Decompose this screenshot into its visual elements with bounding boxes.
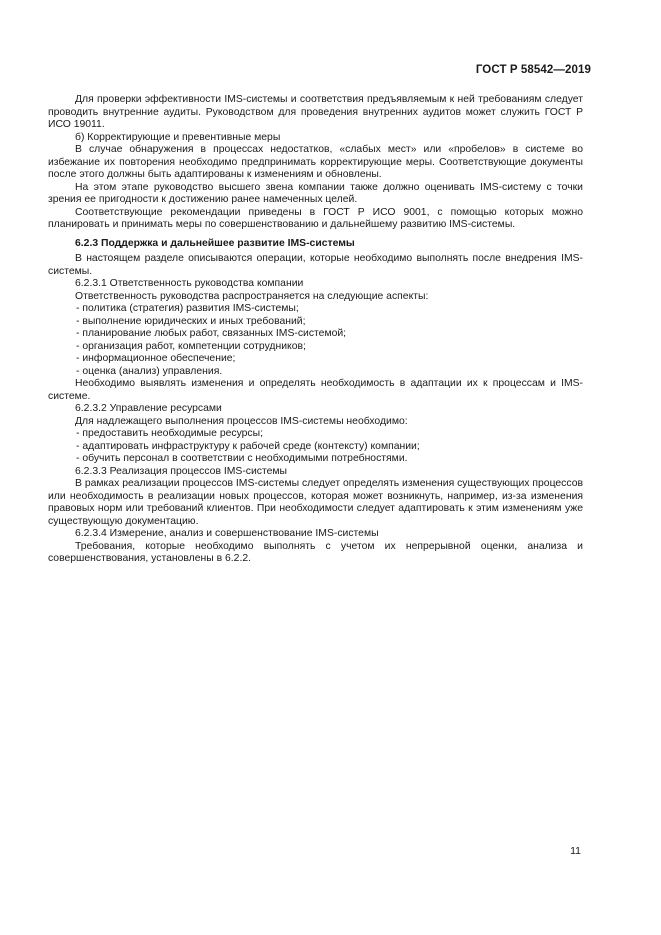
paragraph: Соответствующие рекомендации приведены в ГОСТ Р ИСО 9001, с помощью которых можно планировать и принимать меры по совершенствованию и дальнейшему развитию IMS-системы.	[48, 206, 583, 230]
list-item: - оценка (анализ) управления.	[76, 365, 223, 377]
subsection-heading: 6.2.3.4 Измерение, анализ и совершенствование IMS-системы	[75, 528, 379, 539]
paragraph: Для надлежащего выполнения процессов IMS-системы необходимо:	[75, 415, 408, 427]
subsection-heading: 6.2.3.3 Реализация процессов IMS-системы	[75, 465, 288, 477]
list-item: - выполнение юридических и иных требований;	[76, 315, 306, 327]
list-item: - адаптировать инфраструктуру к рабочей среде (контексту) компании;	[76, 440, 420, 452]
paragraph: Необходимо выявлять изменения и определять необходимость в адаптации их к процессам и IMS-системе.	[48, 378, 583, 402]
list-item: - информационное обеспечение;	[76, 353, 236, 364]
paragraph: Требования, которые необходимо выполнять с учетом их непрерывной оценки, анализа и совершенствования, установлены в 6.2.2.	[48, 540, 583, 564]
paragraph: Для проверки эффективности IMS-системы и соответствия предъявляемым к ней требованиям следует проводить внутренние аудиты. Руководством для проведения внутренних аудитов может служить ГОСТ Р ИСО 19011.	[48, 94, 583, 130]
list-item: - предоставить необходимые ресурсы;	[76, 428, 263, 439]
list-item: - планирование любых работ, связанных IMS-системой;	[76, 328, 347, 339]
paragraph: В настоящем разделе описываются операции, которые необходимо выполнять после внедрения IMS-системы.	[48, 253, 583, 277]
list-item: - политика (стратегия) развития IMS-системы;	[76, 303, 299, 314]
list-heading: б) Корректирующие и превентивные меры	[75, 131, 281, 143]
section-heading: 6.2.3 Поддержка и дальнейшее развитие IMS-системы	[75, 237, 355, 249]
document-code: ГОСТ Р 58542—2019	[475, 64, 591, 76]
paragraph: В случае обнаружения в процессах недостатков, «слабых мест» или «пробелов» в системе во избежание их повторения необходимо предпринимать корректирующие меры. Соответствующие документы после этого должны быть адаптированы к изменениям и обновлены.	[48, 144, 583, 180]
page-number: 11	[570, 845, 581, 857]
document-body	[48, 94, 583, 566]
subsection-heading: 6.2.3.1 Ответственность руководства компании	[75, 278, 304, 289]
paragraph: В рамках реализации процессов IMS-системы следует определять изменения существующих процессов или необходимость в реализации новых процессов, которая может возникнуть, например, из-за изменения правовых норм или требований клиентов. При необходимости следует адаптировать к этим изменениям уже существующую документацию.	[48, 478, 583, 527]
list-item: - организация работ, компетенции сотрудников;	[76, 340, 306, 352]
list-item: - обучить персонал в соответствии с необходимыми потребностями.	[76, 453, 408, 464]
paragraph: Ответственность руководства распространяется на следующие аспекты:	[75, 290, 429, 302]
subsection-heading: 6.2.3.2 Управление ресурсами	[75, 403, 222, 414]
paragraph: На этом этапе руководство высшего звена компании также должно оценивать IMS-систему с точки зрения ее пригодности к достижению ранее намеченных целей.	[48, 181, 583, 205]
